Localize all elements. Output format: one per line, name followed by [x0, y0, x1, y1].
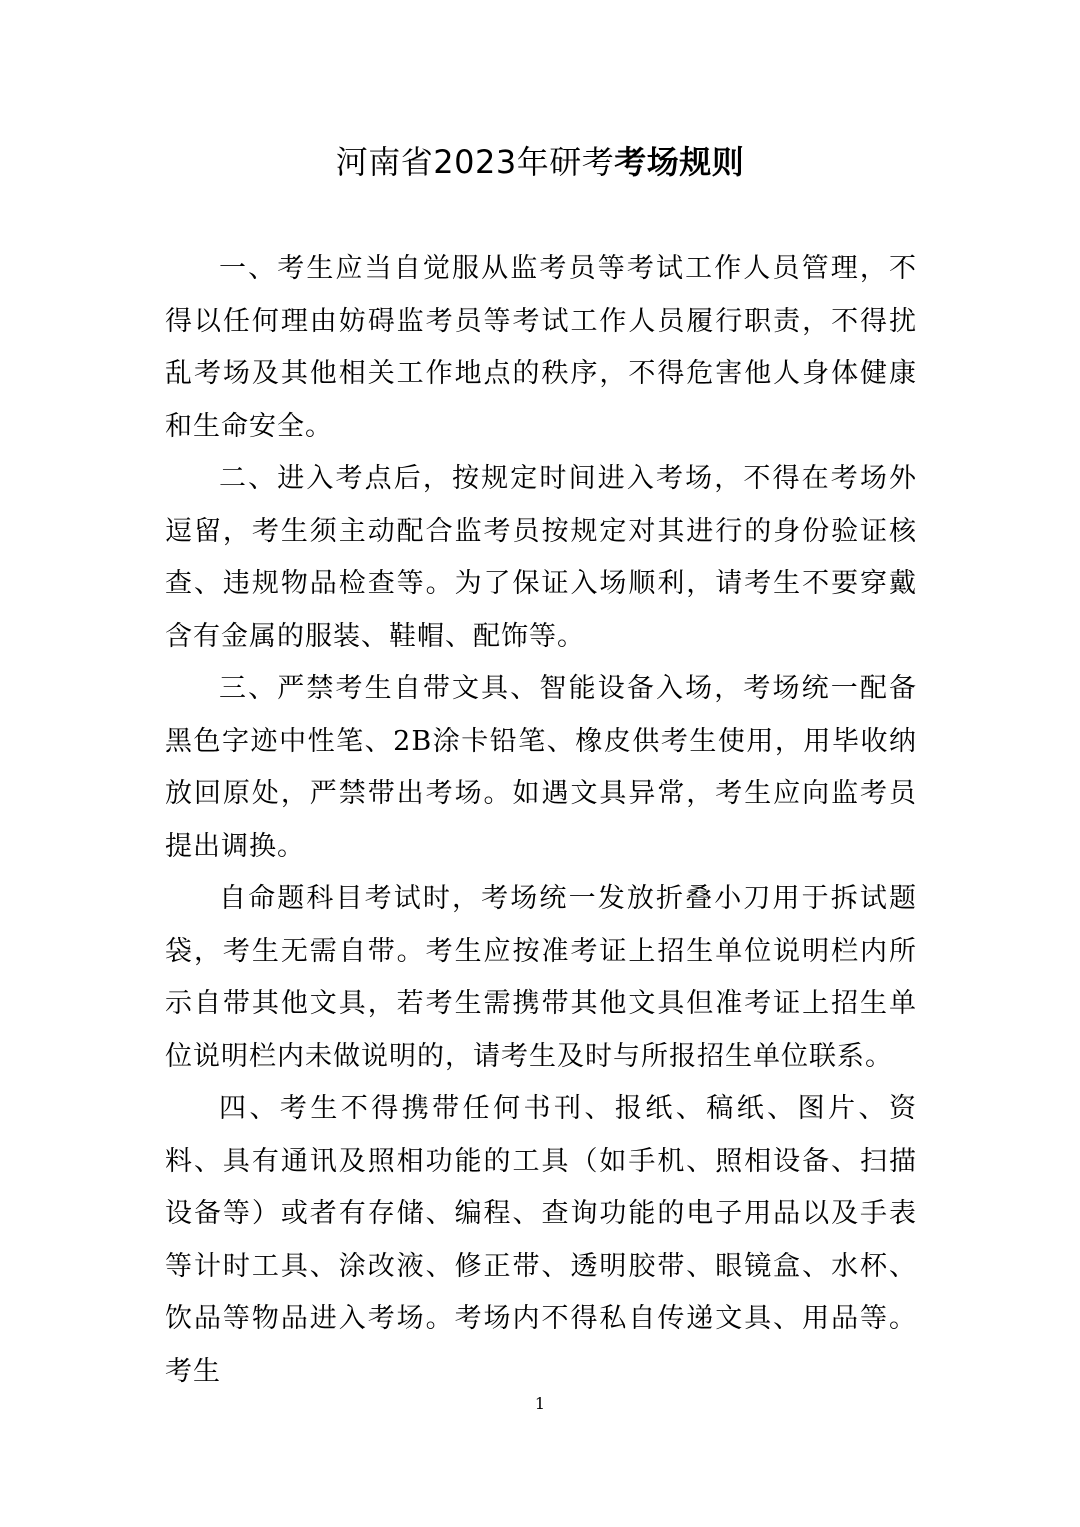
paragraph-rule-2: 二、进入考点后，按规定时间进入考场，不得在考场外逗留，考生须主动配合监考员按规定对其进行的身份验证核查、违规物品检查等。为了保证入场顺利，请考生不要穿戴含有金属的服装、鞋帽、配饰等。: [165, 463, 917, 652]
page-title: [0, 138, 1080, 186]
paragraph-rule-1: 一、考生应当自觉服从监考员等考试工作人员管理，不得以任何理由妨碍监考员等考试工作人员履行职责，不得扰乱考场及其他相关工作地点的秩序，不得危害他人身体健康和生命安全。: [165, 253, 917, 442]
paragraph-rule-4: 四、考生不得携带任何书刊、报纸、稿纸、图片、资料、具有通讯及照相功能的工具（如手机、照相设备、扫描设备等）或者有存储、编程、查询功能的电子用品以及手表等计时工具、涂改液、修正带、透明胶带、眼镜盒、水杯、饮品等物品进入考场。考场内不得私自传递文具、用品等。考生: [165, 1093, 917, 1387]
page-number: 1: [534, 1394, 546, 1413]
title-bold: 考场规则: [614, 143, 745, 181]
paragraph-rule-3: 三、严禁考生自带文具、智能设备入场，考场统一配备黑色字迹中性笔、2B涂卡铅笔、橡皮供考生使用，用毕收纳放回原处，严禁带出考场。如遇文具异常，考生应向监考员提出调换。: [165, 673, 917, 862]
paragraph-rule-3-supplement: 自命题科目考试时，考场统一发放折叠小刀用于拆试题袋，考生无需自带。考生应按准考证上招生单位说明栏内所示自带其他文具，若考生需携带其他文具但准考证上招生单位说明栏内未做说明的，请考生及时与所报招生单位联系。: [165, 883, 917, 1072]
document-body: [165, 243, 917, 1398]
title-regular: 河南省2023年研考: [335, 143, 615, 181]
